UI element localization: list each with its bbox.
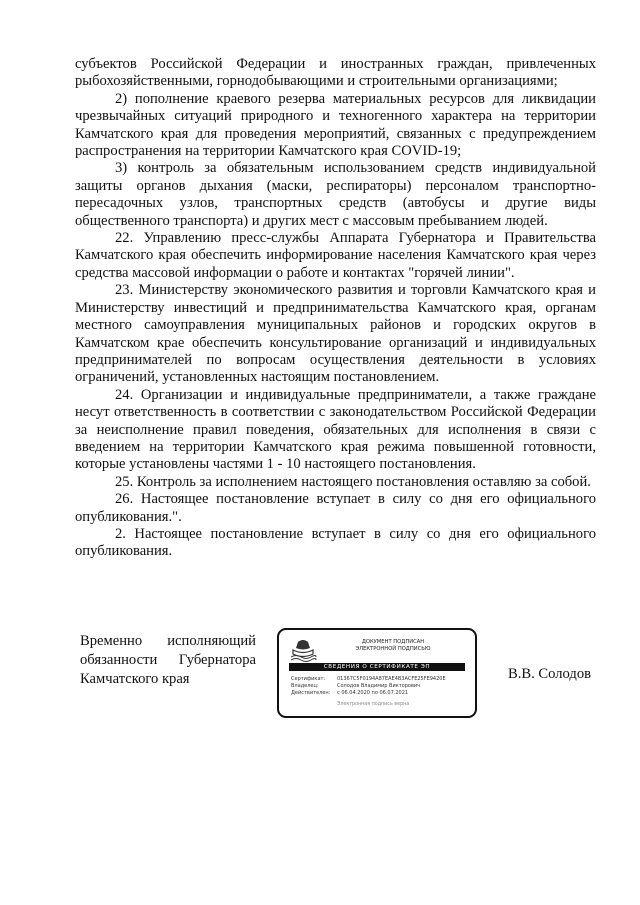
paragraph: 23. Министерству экономического развития и торговли Камчатского края и Министерству инвестиций и предпринимательства Камчатского края, органам местного самоуправления муниципальных районов и городских округов в Камчатском крае обеспечить консультирование организаций и индивидуальных предпринимателей по вопросам осуществления деятельности в условиях ограничений, установленных настоящим постановлением. (75, 282, 596, 386)
paragraph: 26. Настоящее постановление вступает в силу со дня его официального опубликования.". (75, 491, 596, 525)
stamp-header (323, 639, 463, 653)
signer-title-line: Камчатского края (80, 671, 190, 687)
stamp-valid-label: Действителен: (291, 690, 331, 696)
stamp-owner-label: Владелец: (291, 683, 319, 689)
paragraph: 2. Настоящее постановление вступает в силу со дня его официального опубликования. (75, 525, 596, 560)
paragraph: 2) пополнение краевого резерва материальных ресурсов для ликвидации чрезвычайных ситуаций природного и техногенного характера на территории Камчатского края для проведения мероприятий, связанных с предупреждением распространения на территории Камчатского края COVID-19; (75, 90, 596, 160)
document-body (75, 56, 596, 561)
paragraph: 25. Контроль за исполнением настоящего постановления оставляю за собой. (115, 473, 591, 490)
stamp-owner-value: Солодов Владимир Викторович (337, 683, 421, 689)
stamp-cert-row (291, 676, 446, 682)
stamp-valid-row (291, 690, 408, 696)
signer-name: В.В. Солодов (508, 666, 592, 682)
stamp-header-line: ЭЛЕКТРОННОЙ ПОДПИСЬЮ (355, 646, 431, 652)
stamp-owner-row (291, 683, 420, 689)
paragraph: 22. Управлению пресс-службы Аппарата Губернатора и Правительства Камчатского края обеспечить информирование населения Камчатского края через средства массовой информации о работе и контактах "горячей линии". (75, 230, 596, 281)
stamp-certificate-bar: СВЕДЕНИЯ О СЕРТИФИКАТЕ ЭП (289, 663, 465, 671)
stamp-valid-value: с 06.04.2020 по 06.07.2021 (337, 690, 409, 696)
signer-title-line: Временно исполняющий (80, 633, 256, 649)
stamp-footer: Электронная подпись верна (337, 702, 410, 707)
signer-title (80, 632, 256, 689)
coat-of-arms-icon (289, 638, 317, 662)
paragraph: 3) контроль за обязательным использованием средств индивидуальной защиты органов дыхания (маски, респираторы) персоналом транспортно-пересадочных узлов, транспортных средств (автобусы и другие виды общественного транспорта) и других мест с массовым пребыванием людей. (75, 160, 596, 229)
e-signature-stamp (277, 628, 477, 718)
signer-title-line: обязанности Губернатора (80, 652, 256, 668)
paragraph: 24. Организации и индивидуальные предприниматели, а также граждане несут ответственность в соответствии с законодательством Российской Федерации за неисполнение правил поведения, обязательных для исполнения в связи с введением на территории Камчатского края режима повышенной готовности, которые установлены частями 1 - 10 настоящего постановления. (75, 386, 596, 473)
stamp-header-line: ДОКУМЕНТ ПОДПИСАН (361, 639, 425, 645)
stamp-cert-label: Сертификат: (291, 676, 326, 682)
paragraph: субъектов Российской Федерации и иностранных граждан, привлеченных рыбохозяйственными, горнодобывающими и строительными организациями; (75, 56, 596, 90)
stamp-cert-value: 01367C5F0194A87EAE4B3ACFE25FE9420E (337, 676, 446, 682)
